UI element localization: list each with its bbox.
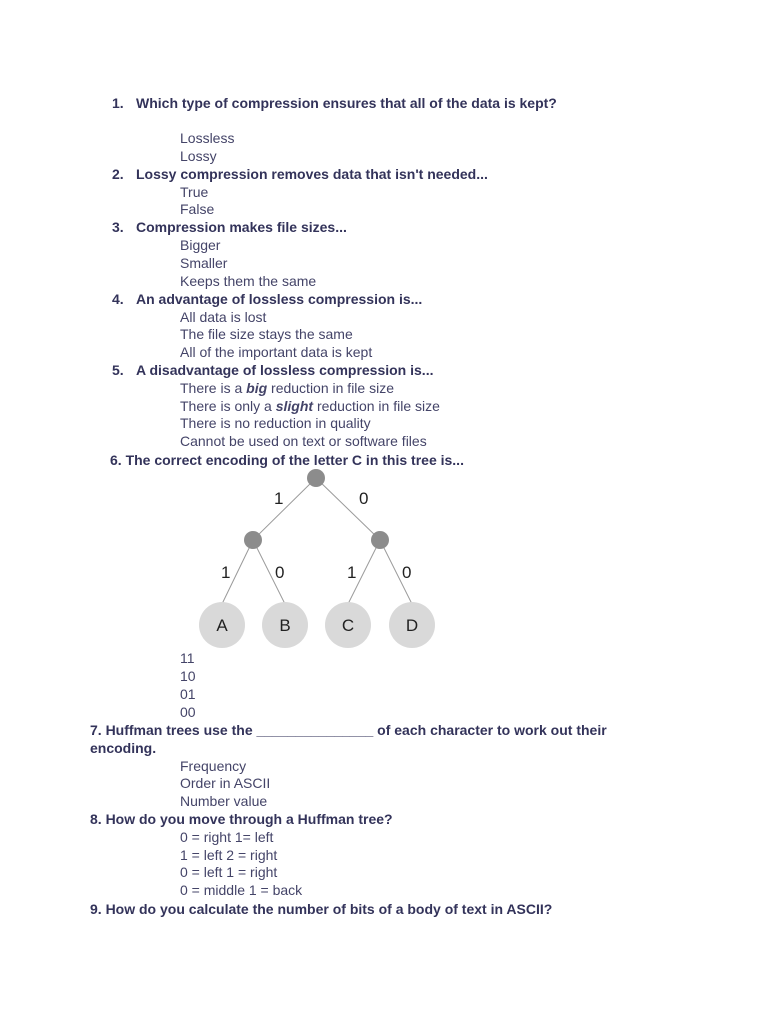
option-q2-a: True	[180, 184, 209, 200]
huffman-tree-diagram	[190, 462, 450, 652]
option-text: reduction in file size	[267, 380, 394, 396]
question-number: 3.	[112, 219, 124, 235]
question-7-line-2: encoding.	[90, 740, 157, 756]
option-text: There is only a	[180, 398, 276, 414]
option-q2-b: False	[180, 201, 215, 217]
option-q7-b: Order in ASCII	[180, 775, 271, 791]
edge-label-left-a: 1	[221, 563, 231, 582]
option-emphasis: big	[246, 380, 268, 396]
option-q8-a: 0 = right 1= left	[180, 829, 274, 845]
option-text: reduction in file size	[313, 398, 440, 414]
question-text: A disadvantage of lossless compression is...	[136, 362, 434, 378]
option-emphasis: slight	[275, 398, 314, 414]
option-q3-a: Bigger	[180, 237, 221, 253]
option-q1-a: Lossless	[180, 130, 235, 146]
question-5	[112, 361, 433, 379]
root-node	[307, 469, 325, 487]
option-q6-b: 10	[180, 668, 196, 684]
question-2	[112, 165, 488, 183]
option-q6-a: 11	[180, 650, 195, 666]
option-q4-b: The file size stays the same	[180, 326, 353, 342]
leaf-label-b: B	[279, 616, 291, 635]
question-9: 9. How do you calculate the number of bits of a body of text in ASCII?	[90, 901, 553, 917]
question-3	[112, 218, 347, 236]
option-q7-a: Frequency	[180, 758, 247, 774]
option-q5-b	[180, 397, 440, 415]
question-number: 1.	[112, 95, 124, 111]
option-q4-a: All data is lost	[180, 309, 267, 325]
internal-node-right	[371, 531, 389, 549]
question-text: Which type of compression ensures that all of the data is kept?	[136, 95, 557, 111]
question-6: 6. The correct encoding of the letter C in this tree is...	[110, 452, 464, 468]
question-4	[112, 290, 422, 308]
question-text: Compression makes file sizes...	[136, 219, 347, 235]
edge-label-right-c: 1	[347, 563, 357, 582]
option-q1-b: Lossy	[180, 148, 217, 164]
edge-label-left-b: 0	[275, 563, 285, 582]
edge-root-right	[316, 478, 380, 540]
option-q3-b: Smaller	[180, 255, 228, 271]
edge-root-left	[253, 478, 316, 540]
question-number: 4.	[112, 291, 124, 307]
option-q6-c: 01	[180, 686, 196, 702]
question-7-line-1: 7. Huffman trees use the _______________ of each character to work out their	[90, 722, 607, 738]
edge-label-root-left: 1	[274, 489, 284, 508]
question-number: 5.	[112, 362, 124, 378]
edge-label-root-right: 0	[359, 489, 369, 508]
leaf-label-a: A	[216, 616, 228, 635]
option-q6-d: 00	[180, 704, 196, 720]
question-text: An advantage of lossless compression is...	[136, 291, 423, 307]
option-q3-c: Keeps them the same	[180, 273, 317, 289]
option-text: There is a	[180, 380, 247, 396]
edge-label-right-d: 0	[402, 563, 412, 582]
question-1	[112, 94, 557, 112]
option-q8-d: 0 = middle 1 = back	[180, 882, 303, 898]
option-q5-c: There is no reduction in quality	[180, 415, 371, 431]
option-q4-c: All of the important data is kept	[180, 344, 373, 360]
option-q7-c: Number value	[180, 793, 268, 809]
question-text: Lossy compression removes data that isn't needed...	[136, 166, 488, 182]
option-q5-a	[180, 379, 394, 397]
internal-node-left	[244, 531, 262, 549]
option-q8-b: 1 = left 2 = right	[180, 847, 278, 863]
question-number: 2.	[112, 166, 124, 182]
leaf-label-d: D	[405, 616, 419, 635]
option-q8-c: 0 = left 1 = right	[180, 864, 278, 880]
option-q5-d: Cannot be used on text or software files	[180, 433, 427, 449]
question-8: 8. How do you move through a Huffman tree?	[90, 811, 393, 827]
leaf-label-c: C	[341, 616, 355, 635]
